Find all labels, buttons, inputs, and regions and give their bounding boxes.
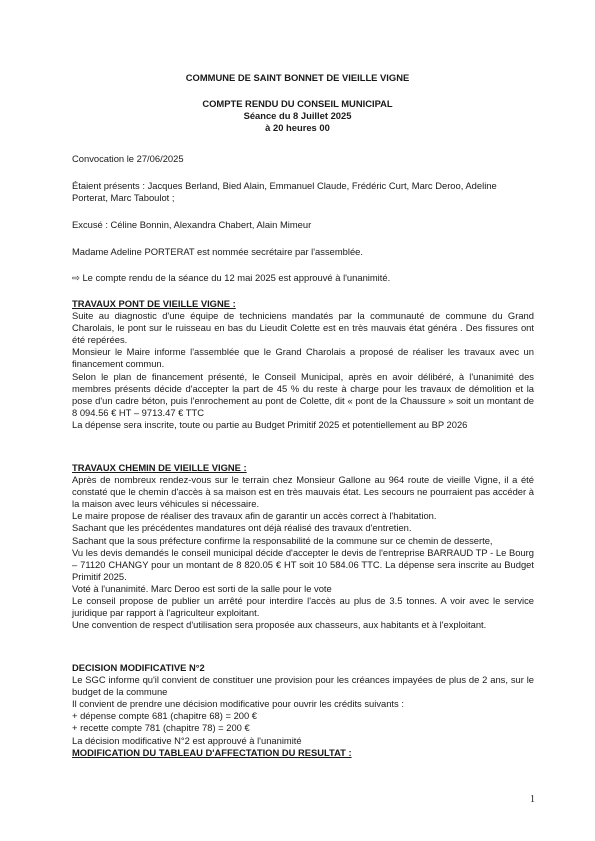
- convocation-date: Convocation le 27/06/2025: [72, 153, 184, 164]
- paragraph: Sachant que les précédentes mandatures ont déjà réalisé des travaux d'entretien.: [72, 522, 412, 534]
- paragraph: La décision modificative N°2 est approuvé à l'unanimité: [72, 734, 302, 746]
- secretary-statement: Madame Adeline PORTERAT est nommée secrétaire par l'assemblée.: [72, 246, 363, 257]
- paragraph: + dépense compte 681 (chapitre 68) = 200 €: [72, 710, 258, 722]
- paragraph: Voté à l'unanimité. Marc Deroo est sorti de la salle pour le vote: [72, 582, 332, 594]
- arrow-icon: ⇨: [72, 272, 83, 283]
- previous-minutes-text: Le compte rendu de la séance du 12 mai 2025 est approuvé à l'unanimité.: [82, 272, 391, 283]
- paragraph: Une convention de respect d'utilisation sera proposée aux chasseurs, aux habitants et à l'exploitant.: [72, 619, 487, 631]
- paragraph: Le maire propose de réaliser des travaux afin de garantir un accès correct à l'habitation.: [72, 510, 437, 522]
- session-time: à 20 heures 00: [265, 122, 330, 133]
- section-road-works: [72, 462, 534, 631]
- minutes-title: COMPTE RENDU DU CONSEIL MUNICIPAL: [202, 98, 393, 109]
- paragraph: Sachant que la sous préfecture confirme la responsabilité de la commune sur ce chemin de desserte,: [72, 534, 493, 546]
- excused-list: Céline Bonnin, Alexandra Chabert, Alain Mimeur: [107, 219, 312, 230]
- paragraph: Le conseil propose de publier un arrêté pour interdire l'accès au plus de 3.5 tonnes. A voir avec le service juridique par rapport à l'agriculteur exploitant.: [72, 595, 534, 619]
- paragraph: Le SGC informe qu'il convient de constituer une provision pour les créances impayées de plus de 2 ans, sur le budget de la commune: [72, 674, 534, 698]
- previous-minutes-line: [72, 272, 534, 284]
- attendees-list: Jacques Berland, Bied Alain, Emmanuel Claude, Frédéric Curt, Marc Deroo, Adeline Porterat, Marc Taboulot ;: [72, 180, 497, 204]
- paragraph: Selon le plan de financement présenté, le Conseil Municipal, après en avoir délibéré, à l'unanimité des membres présents décide d'accepter la part de 45 % du reste à charge pour les travaux de démolition et la pose d'un cadre béton, puis l'enrochement au pont de Colette, dit « pont de la Chaussure » soit un montant de 8 094.56 € HT – 9713.47 € TTC: [72, 370, 534, 418]
- paragraph: Après de nombreux rendez-vous sur le terrain chez Monsieur Gallone au 964 route de vieille Vigne, il a été constaté que le chemin d'accès à sa maison est en très mauvais état. Les secours ne pourraient pas accéder à la maison avec leurs véhicules si nécessaire.: [72, 474, 534, 510]
- excused-paragraph: [72, 219, 534, 231]
- paragraph: Il convient de prendre une décision modificative pour ouvrir les crédits suivants :: [72, 698, 404, 710]
- section-title: TRAVAUX CHEMIN DE VIEILLE VIGNE :: [72, 462, 247, 473]
- paragraph: La dépense sera inscrite, toute ou partie au Budget Primitif 2025 et potentiellement au BP 2026: [72, 418, 468, 430]
- excused-label: Excusé :: [72, 219, 108, 230]
- session-date: Séance du 8 Juillet 2025: [243, 110, 352, 121]
- section-modification-decision: [72, 662, 534, 759]
- page-number: 1: [530, 794, 535, 805]
- commune-title: COMMUNE DE SAINT BONNET DE VIEILLE VIGNE: [185, 72, 410, 83]
- section-title: MODIFICATION DU TABLEAU D'AFFECTATION DU RESULTAT :: [72, 746, 352, 758]
- attendees-paragraph: [72, 180, 534, 204]
- section-bridge-works: [72, 298, 534, 431]
- paragraph: Vu les devis demandés le conseil municipal décide d'accepter le devis de l'entreprise BARRAUD TP - Le Bourg – 71120 CHANGY pour un montant de 8 820.05 € HT soit 10 584.06 TTC. La dépense sera inscrite au Budget Primitif 2025.: [72, 546, 534, 582]
- paragraph: Suite au diagnostic d'une équipe de techniciens mandatés par la communauté de commune du Grand Charolais, le pont sur le ruisseau en bas du Lieudit Colette est en très mauvais état généra . Des fissures ont été repérées.: [72, 310, 534, 346]
- paragraph: + recette compte 781 (chapitre 78) = 200 €: [72, 722, 250, 734]
- paragraph: Monsieur le Maire informe l'assemblée que le Grand Charolais a proposé de réaliser les travaux avec un financement commun.: [72, 346, 534, 370]
- section-title: TRAVAUX PONT DE VIEILLE VIGNE :: [72, 298, 236, 309]
- section-title: DECISION MODIFICATIVE N°2: [72, 662, 205, 673]
- attendees-label: Étaient présents :: [72, 180, 145, 191]
